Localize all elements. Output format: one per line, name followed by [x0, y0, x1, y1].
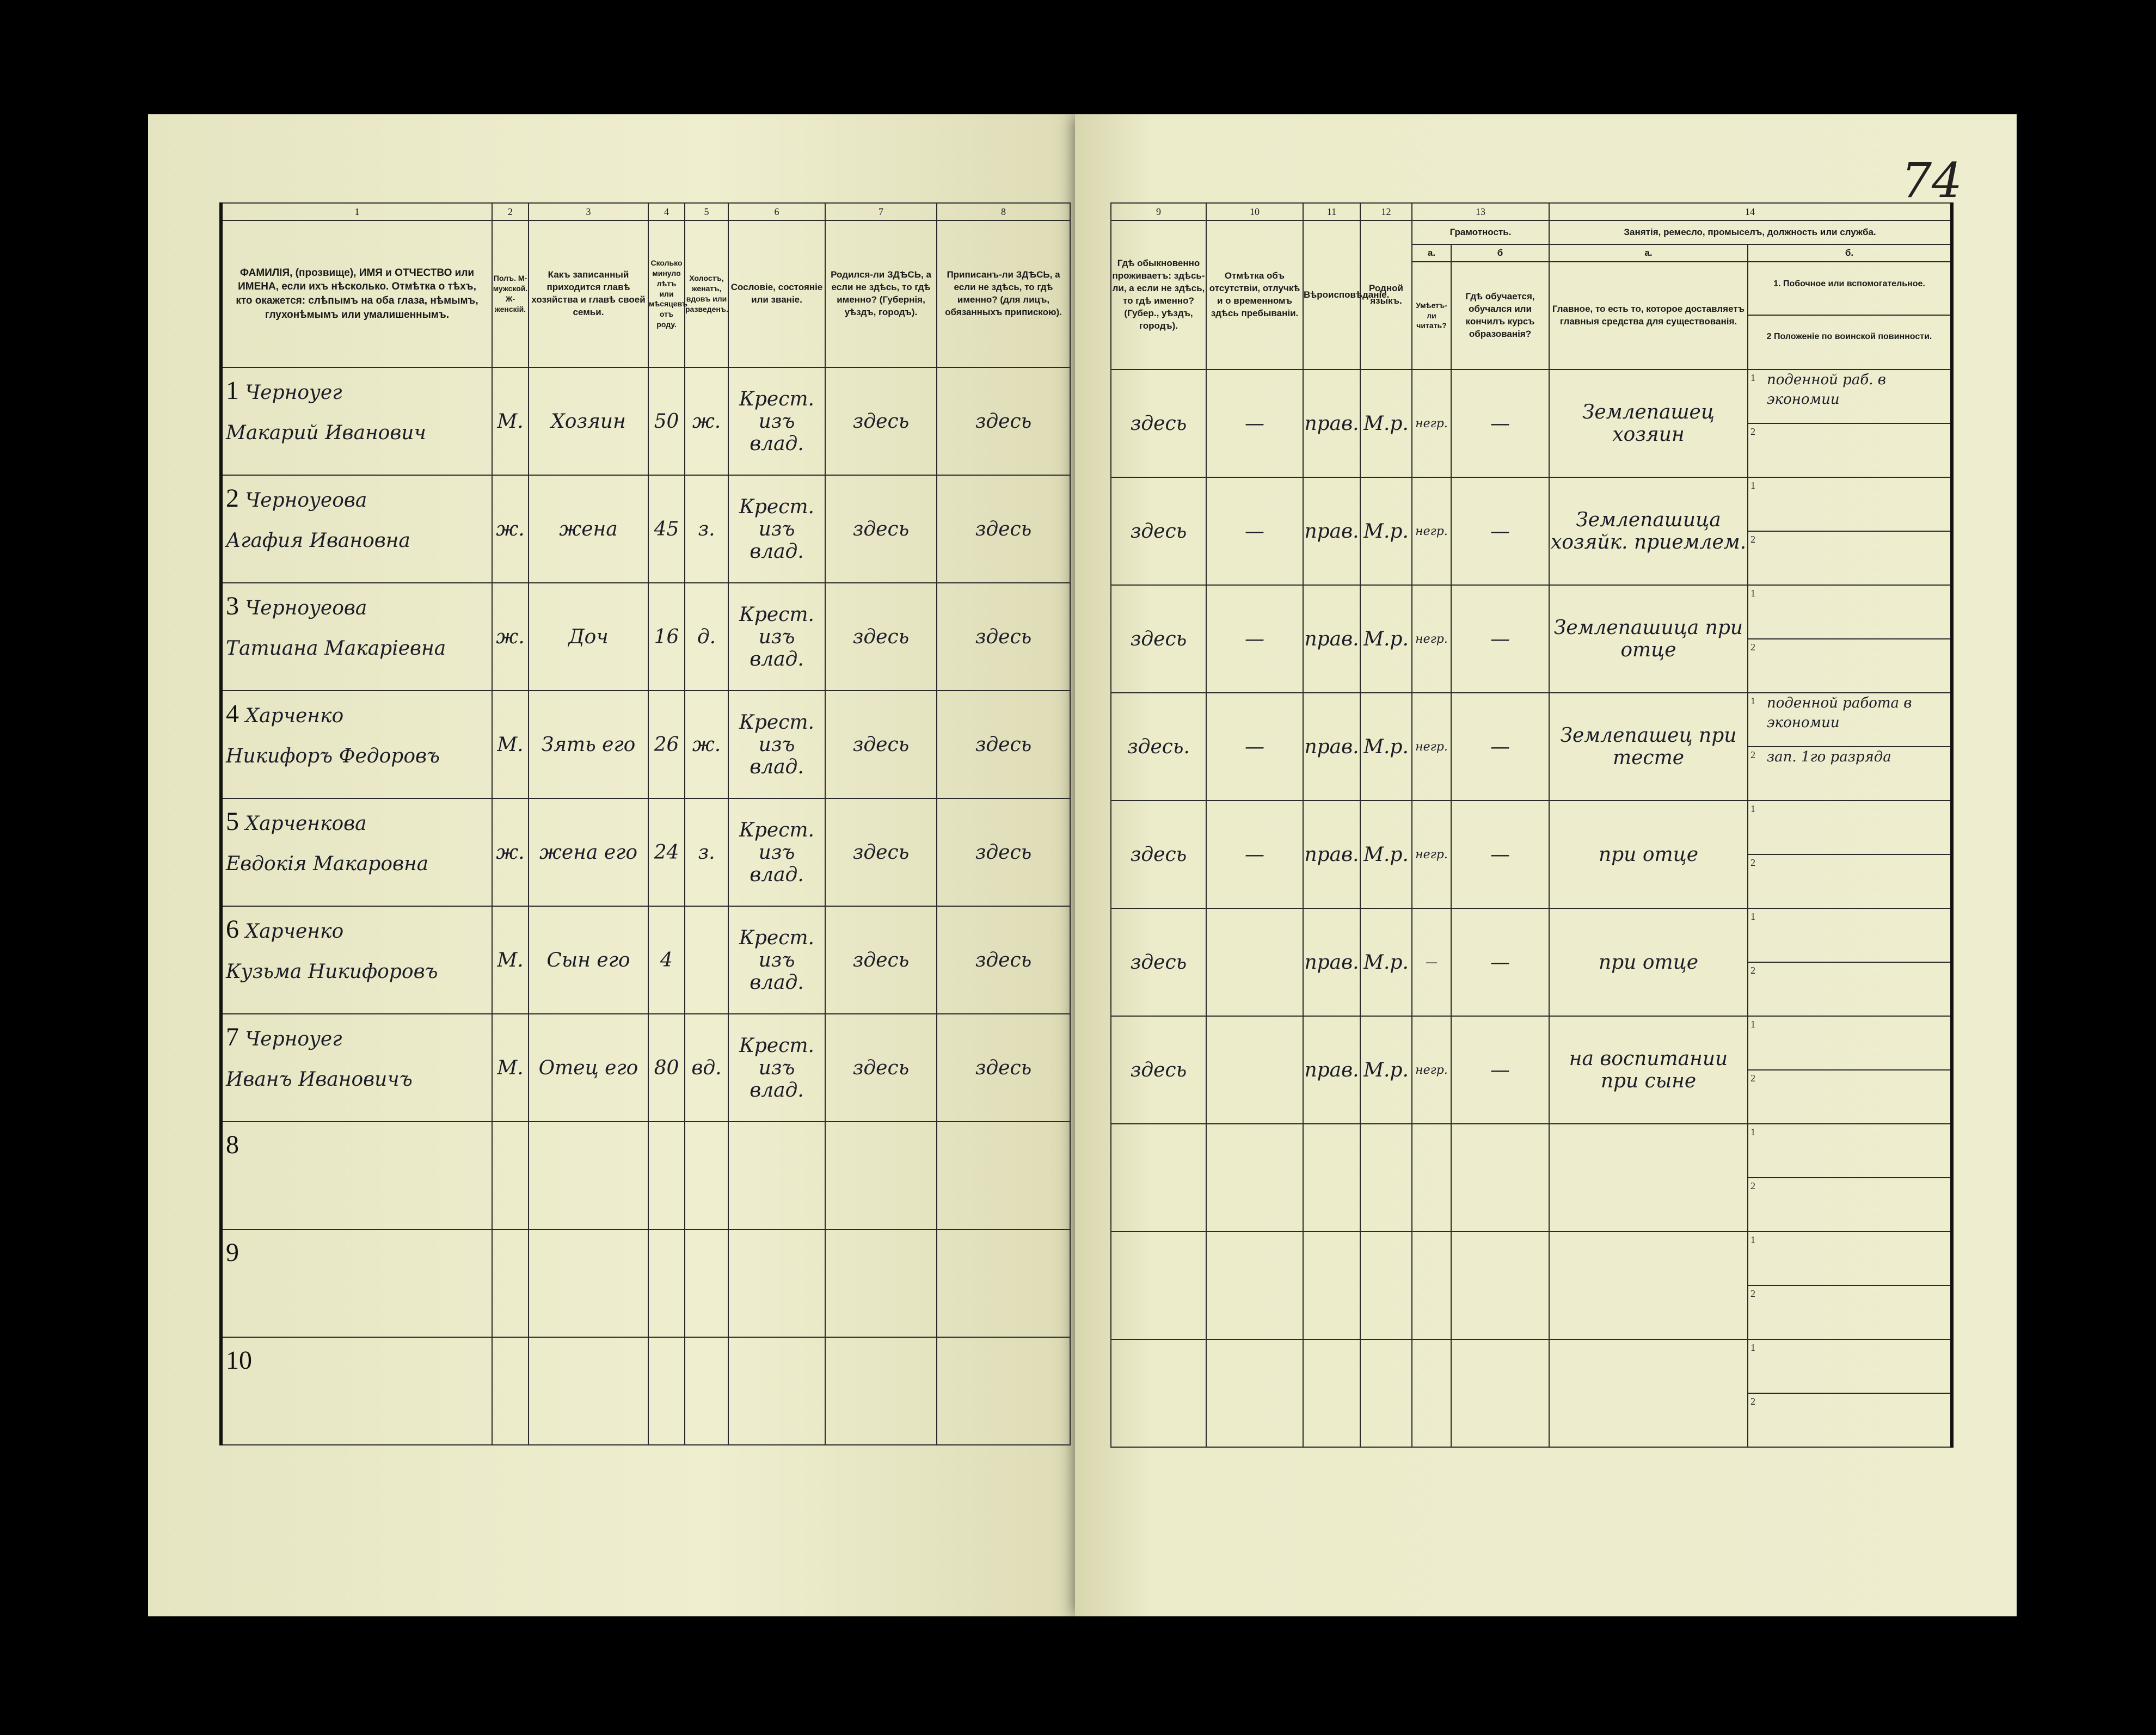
- age-cell: 50: [648, 367, 685, 475]
- born-cell: здесь: [825, 475, 937, 583]
- side-occupation-cell: [1748, 693, 1952, 801]
- side-occupation-cell: [1748, 908, 1952, 1016]
- residence-cell: [1111, 1339, 1206, 1447]
- language-cell: [1360, 1232, 1412, 1339]
- header-name: ФАМИЛІЯ, (прозвище), ИМЯ и ОТЧЕСТВО или ИМЕНА, если ихъ нѣсколько. Отмѣтка о тѣхъ, кто окажется: слѣпымъ на оба глаза, нѣмымъ, глухонѣмымъ или умалишеннымъ.: [221, 220, 492, 367]
- literacy-cell: [1412, 1339, 1451, 1447]
- religion-cell: прав.: [1303, 370, 1360, 477]
- side-occupation: 1: [1748, 1124, 1950, 1178]
- given-name: Никифоръ Федоровъ: [226, 745, 440, 767]
- header-residence: Гдѣ обыкновенно проживаетъ: здѣсь-ли, а если не здѣсь, то гдѣ именно? (Губер., уѣздъ, городъ).: [1111, 220, 1206, 370]
- education-cell: —: [1451, 585, 1549, 693]
- given-name: Агафия Ивановна: [226, 530, 410, 552]
- registered-cell: здесь: [937, 798, 1070, 906]
- col-num-8: 8: [937, 203, 1070, 220]
- side-occupation: 1: [1748, 586, 1950, 639]
- born-cell: здесь: [825, 583, 937, 691]
- sex-cell: М.: [492, 1014, 529, 1122]
- table-row: [221, 798, 1070, 906]
- born-cell: здесь: [825, 691, 937, 798]
- left-column-numbers: [221, 203, 1070, 220]
- col-num-12: 12: [1360, 203, 1412, 220]
- side-occupation-cell: [1748, 477, 1952, 585]
- table-row: [221, 367, 1070, 475]
- education-cell: [1451, 1339, 1549, 1447]
- row-number: 7: [226, 1023, 239, 1051]
- registered-cell: здесь: [937, 583, 1070, 691]
- header-registered: Приписанъ-ли ЗДѢСЬ, а если не здѣсь, то гдѣ именно? (для лицъ, обязанныхъ припискою).: [937, 220, 1070, 367]
- header-marital: Холостъ, женатъ, вдовъ или разведенъ.: [685, 220, 728, 367]
- sex-cell: ж.: [492, 475, 529, 583]
- header-occupation-a: а.: [1549, 244, 1748, 262]
- language-cell: М.р.: [1360, 1016, 1412, 1124]
- right-column-numbers: [1111, 203, 1952, 220]
- name-cell: [221, 691, 492, 798]
- side-occupation-cell: [1748, 1339, 1952, 1447]
- literacy-cell: [1412, 1232, 1451, 1339]
- col-num-11: 11: [1303, 203, 1360, 220]
- religion-cell: прав.: [1303, 477, 1360, 585]
- side-occupation: 1: [1748, 801, 1950, 855]
- registered-cell: здесь: [937, 367, 1070, 475]
- military-status: 2 зап. 1го разряда: [1750, 749, 1891, 765]
- registered-cell: [937, 1337, 1070, 1445]
- occupation-cell: Землепашица при отце: [1549, 585, 1748, 693]
- header-occupation: Занятія, ремесло, промыселъ, должность или служба.: [1549, 220, 1952, 244]
- table-row: [1111, 1016, 1952, 1124]
- row-number: 9: [226, 1238, 239, 1267]
- literacy-cell: —: [1412, 908, 1451, 1016]
- religion-cell: прав.: [1303, 693, 1360, 801]
- col-num-10: 10: [1206, 203, 1303, 220]
- name-cell: [221, 583, 492, 691]
- religion-cell: [1303, 1339, 1360, 1447]
- registered-cell: здесь: [937, 906, 1070, 1014]
- age-cell: 16: [648, 583, 685, 691]
- language-cell: [1360, 1124, 1412, 1232]
- occupation-cell: [1549, 1124, 1748, 1232]
- absence-cell: [1206, 1232, 1303, 1339]
- table-row: [1111, 477, 1952, 585]
- military-status: 2: [1750, 426, 1755, 437]
- military-status: 2: [1750, 534, 1755, 545]
- left-census-table: [219, 202, 1071, 1445]
- education-cell: —: [1451, 370, 1549, 477]
- age-cell: 45: [648, 475, 685, 583]
- row-number: 3: [226, 592, 239, 620]
- header-relation: Какъ записанный приходится главѣ хозяйства и главѣ своей семьи.: [529, 220, 648, 367]
- side-occupation: 1: [1748, 909, 1950, 963]
- language-cell: М.р.: [1360, 585, 1412, 693]
- military-status: 2: [1750, 965, 1755, 976]
- estate-cell: Крест. изъ влад.: [728, 1014, 825, 1122]
- header-literacy: Грамотность.: [1412, 220, 1549, 244]
- age-cell: [648, 1337, 685, 1445]
- header-education: Гдѣ обучается, обучался или кончилъ курсъ образованія?: [1451, 262, 1549, 370]
- header-side-occupation: [1748, 262, 1952, 370]
- occupation-cell: при отце: [1549, 908, 1748, 1016]
- estate-cell: [728, 1122, 825, 1229]
- literacy-cell: негр.: [1412, 370, 1451, 477]
- residence-cell: [1111, 1124, 1206, 1232]
- occupation-cell: Землепашец хозяин: [1549, 370, 1748, 477]
- name-cell: [221, 1122, 492, 1229]
- language-cell: М.р.: [1360, 801, 1412, 908]
- marital-cell: вд.: [685, 1014, 728, 1122]
- col-num-2: 2: [492, 203, 529, 220]
- age-cell: 4: [648, 906, 685, 1014]
- religion-cell: прав.: [1303, 801, 1360, 908]
- sex-cell: [492, 1229, 529, 1337]
- header-sex: Полъ. М-мужской. Ж-женскій.: [492, 220, 529, 367]
- col-num-6: 6: [728, 203, 825, 220]
- relation-cell: Зять его: [529, 691, 648, 798]
- marital-cell: [685, 906, 728, 1014]
- education-cell: —: [1451, 693, 1549, 801]
- estate-cell: [728, 1337, 825, 1445]
- sex-cell: ж.: [492, 798, 529, 906]
- estate-cell: Крест. изъ влад.: [728, 367, 825, 475]
- side-occupation: 1: [1748, 1232, 1950, 1286]
- residence-cell: здесь: [1111, 1016, 1206, 1124]
- relation-cell: Доч: [529, 583, 648, 691]
- given-name: Кузьма Никифоровъ: [226, 961, 438, 983]
- relation-cell: [529, 1122, 648, 1229]
- col-num-14: 14: [1549, 203, 1952, 220]
- relation-cell: Сын его: [529, 906, 648, 1014]
- language-cell: М.р.: [1360, 693, 1412, 801]
- row-number: 6: [226, 915, 239, 944]
- estate-cell: Крест. изъ влад.: [728, 691, 825, 798]
- col-num-5: 5: [685, 203, 728, 220]
- table-row: [221, 691, 1070, 798]
- occupation-cell: на воспитании при сыне: [1549, 1016, 1748, 1124]
- surname: Черноуеова: [245, 597, 367, 619]
- literacy-cell: негр.: [1412, 1016, 1451, 1124]
- literacy-cell: негр.: [1412, 693, 1451, 801]
- table-row: [221, 1337, 1070, 1445]
- left-header-row: [221, 220, 1070, 367]
- absence-cell: —: [1206, 585, 1303, 693]
- born-cell: здесь: [825, 1014, 937, 1122]
- relation-cell: Отец его: [529, 1014, 648, 1122]
- surname: Черноуеова: [245, 489, 367, 512]
- sex-cell: [492, 1337, 529, 1445]
- table-row: [1111, 908, 1952, 1016]
- col-num-13: 13: [1412, 203, 1549, 220]
- side-occupation-cell: [1748, 1124, 1952, 1232]
- born-cell: здесь: [825, 906, 937, 1014]
- military-status: 2: [1750, 642, 1755, 653]
- registered-cell: здесь: [937, 475, 1070, 583]
- education-cell: —: [1451, 1016, 1549, 1124]
- right-header-row-a: [1111, 220, 1952, 244]
- surname: Харченко: [245, 705, 344, 727]
- header-literacy-b: б: [1451, 244, 1549, 262]
- military-status: 2: [1750, 1288, 1755, 1299]
- row-number: 8: [226, 1130, 239, 1159]
- side-occupation-cell: [1748, 585, 1952, 693]
- table-row: [1111, 1232, 1952, 1339]
- military-status: 2: [1750, 857, 1755, 868]
- side-occupation: 1 поденной раб. в экономии: [1748, 370, 1950, 424]
- surname: Черноуег: [245, 382, 342, 404]
- religion-cell: [1303, 1124, 1360, 1232]
- header-literacy-a: а.: [1412, 244, 1451, 262]
- education-cell: [1451, 1232, 1549, 1339]
- given-name: Макарий Иванович: [226, 422, 426, 444]
- side-occupation: 1: [1748, 1017, 1950, 1070]
- age-cell: [648, 1122, 685, 1229]
- estate-cell: Крест. изъ влад.: [728, 475, 825, 583]
- marital-cell: [685, 1337, 728, 1445]
- absence-cell: [1206, 908, 1303, 1016]
- literacy-cell: [1412, 1124, 1451, 1232]
- sex-cell: [492, 1122, 529, 1229]
- header-born: Родился-ли ЗДѢСЬ, а если не здѣсь, то гдѣ именно? (Губернія, уѣздъ, городъ).: [825, 220, 937, 367]
- absence-cell: —: [1206, 477, 1303, 585]
- occupation-cell: Землепашица хозяйк. приемлем.: [1549, 477, 1748, 585]
- sex-cell: М.: [492, 367, 529, 475]
- table-row: [221, 1014, 1070, 1122]
- absence-cell: —: [1206, 370, 1303, 477]
- marital-cell: ж.: [685, 367, 728, 475]
- absence-cell: —: [1206, 693, 1303, 801]
- table-row: [1111, 1339, 1952, 1447]
- name-cell: [221, 1229, 492, 1337]
- education-cell: —: [1451, 801, 1549, 908]
- header-military: 2 Положеніе по воинской повинности.: [1766, 332, 1932, 341]
- row-number: 10: [226, 1346, 252, 1375]
- header-age: Сколько минуло лѣтъ или мѣсяцевъ отъ роду.: [648, 220, 685, 367]
- name-cell: [221, 1014, 492, 1122]
- education-cell: [1451, 1124, 1549, 1232]
- col-num-3: 3: [529, 203, 648, 220]
- literacy-cell: негр.: [1412, 585, 1451, 693]
- language-cell: М.р.: [1360, 477, 1412, 585]
- surname: Черноуег: [245, 1028, 342, 1050]
- occupation-cell: Землепашец при тесте: [1549, 693, 1748, 801]
- sex-cell: ж.: [492, 583, 529, 691]
- header-side-1: 1. Побочное или вспомогательное.: [1748, 263, 1950, 316]
- occupation-cell: [1549, 1232, 1748, 1339]
- residence-cell: здесь: [1111, 370, 1206, 477]
- header-language: Родной языкъ.: [1360, 220, 1412, 370]
- marital-cell: ж.: [685, 691, 728, 798]
- header-can-read: Умѣетъ-ли читать?: [1412, 262, 1451, 370]
- age-cell: 80: [648, 1014, 685, 1122]
- name-cell: [221, 906, 492, 1014]
- born-cell: [825, 1337, 937, 1445]
- side-occupation-cell: [1748, 801, 1952, 908]
- table-row: [221, 583, 1070, 691]
- row-number: 1: [226, 376, 239, 405]
- relation-cell: [529, 1229, 648, 1337]
- absence-cell: [1206, 1124, 1303, 1232]
- language-cell: М.р.: [1360, 908, 1412, 1016]
- age-cell: 24: [648, 798, 685, 906]
- table-row: [221, 906, 1070, 1014]
- name-cell: [221, 1337, 492, 1445]
- surname: Харченкова: [245, 813, 367, 835]
- side-occupation: 1: [1748, 1340, 1950, 1394]
- side-occupation-cell: [1748, 1232, 1952, 1339]
- born-cell: здесь: [825, 367, 937, 475]
- col-num-1: 1: [221, 203, 492, 220]
- col-num-7: 7: [825, 203, 937, 220]
- marital-cell: д.: [685, 583, 728, 691]
- marital-cell: [685, 1229, 728, 1337]
- surname: Харченко: [245, 920, 344, 943]
- estate-cell: Крест. изъ влад.: [728, 583, 825, 691]
- table-row: [221, 1122, 1070, 1229]
- sex-cell: М.: [492, 906, 529, 1014]
- page-number: 74: [1901, 152, 1962, 208]
- table-row: [1111, 585, 1952, 693]
- side-occupation-cell: [1748, 1016, 1952, 1124]
- occupation-cell: [1549, 1339, 1748, 1447]
- age-cell: 26: [648, 691, 685, 798]
- relation-cell: [529, 1337, 648, 1445]
- table-row: [1111, 801, 1952, 908]
- marital-cell: з.: [685, 475, 728, 583]
- language-cell: М.р.: [1360, 370, 1412, 477]
- age-cell: [648, 1229, 685, 1337]
- language-cell: [1360, 1339, 1412, 1447]
- header-absence: Отмѣтка объ отсутствіи, отлучкѣ и о временномъ здѣсь пребываніи.: [1206, 220, 1303, 370]
- born-cell: [825, 1122, 937, 1229]
- name-cell: [221, 475, 492, 583]
- estate-cell: [728, 1229, 825, 1337]
- row-number: 5: [226, 807, 239, 836]
- religion-cell: прав.: [1303, 1016, 1360, 1124]
- education-cell: —: [1451, 477, 1549, 585]
- born-cell: здесь: [825, 798, 937, 906]
- side-occupation: 1: [1748, 478, 1950, 532]
- estate-cell: Крест. изъ влад.: [728, 906, 825, 1014]
- military-status: 2: [1750, 1180, 1755, 1191]
- registered-cell: здесь: [937, 691, 1070, 798]
- residence-cell: здесь.: [1111, 693, 1206, 801]
- name-cell: [221, 367, 492, 475]
- occupation-cell: при отце: [1549, 801, 1748, 908]
- absence-cell: [1206, 1016, 1303, 1124]
- sex-cell: М.: [492, 691, 529, 798]
- registered-cell: [937, 1229, 1070, 1337]
- col-num-4: 4: [648, 203, 685, 220]
- row-number: 2: [226, 484, 239, 513]
- registered-cell: [937, 1122, 1070, 1229]
- side-occupation: 1 поденной работа в экономии: [1748, 693, 1950, 747]
- header-occupation-b: б.: [1748, 244, 1952, 262]
- table-row: [1111, 693, 1952, 801]
- relation-cell: жена его: [529, 798, 648, 906]
- given-name: Татиана Макаріевна: [226, 637, 446, 660]
- header-main-occupation: Главное, то есть то, которое доставляетъ главныя средства для существованія.: [1549, 262, 1748, 370]
- absence-cell: [1206, 1339, 1303, 1447]
- table-row: [1111, 370, 1952, 477]
- residence-cell: здесь: [1111, 477, 1206, 585]
- religion-cell: прав.: [1303, 585, 1360, 693]
- registered-cell: здесь: [937, 1014, 1070, 1122]
- right-census-table: [1110, 202, 1954, 1448]
- col-num-9: 9: [1111, 203, 1206, 220]
- education-cell: —: [1451, 908, 1549, 1016]
- row-number: 4: [226, 699, 239, 728]
- header-religion: Вѣроисповѣданіе.: [1303, 220, 1360, 370]
- born-cell: [825, 1229, 937, 1337]
- literacy-cell: негр.: [1412, 801, 1451, 908]
- relation-cell: жена: [529, 475, 648, 583]
- literacy-cell: негр.: [1412, 477, 1451, 585]
- religion-cell: [1303, 1232, 1360, 1339]
- relation-cell: Хозяин: [529, 367, 648, 475]
- marital-cell: [685, 1122, 728, 1229]
- military-status: 2: [1750, 1073, 1755, 1084]
- estate-cell: Крест. изъ влад.: [728, 798, 825, 906]
- given-name: Иванъ Ивановичъ: [226, 1068, 413, 1091]
- given-name: Евдокія Макаровна: [226, 853, 429, 875]
- marital-cell: з.: [685, 798, 728, 906]
- header-estate: Сословіе, состояніе или званіе.: [728, 220, 825, 367]
- residence-cell: здесь: [1111, 908, 1206, 1016]
- table-row: [1111, 1124, 1952, 1232]
- military-status: 2: [1750, 1396, 1755, 1407]
- side-occupation-cell: [1748, 370, 1952, 477]
- table-row: [221, 1229, 1070, 1337]
- residence-cell: здесь: [1111, 585, 1206, 693]
- religion-cell: прав.: [1303, 908, 1360, 1016]
- residence-cell: [1111, 1232, 1206, 1339]
- name-cell: [221, 798, 492, 906]
- absence-cell: —: [1206, 801, 1303, 908]
- table-row: [221, 475, 1070, 583]
- residence-cell: здесь: [1111, 801, 1206, 908]
